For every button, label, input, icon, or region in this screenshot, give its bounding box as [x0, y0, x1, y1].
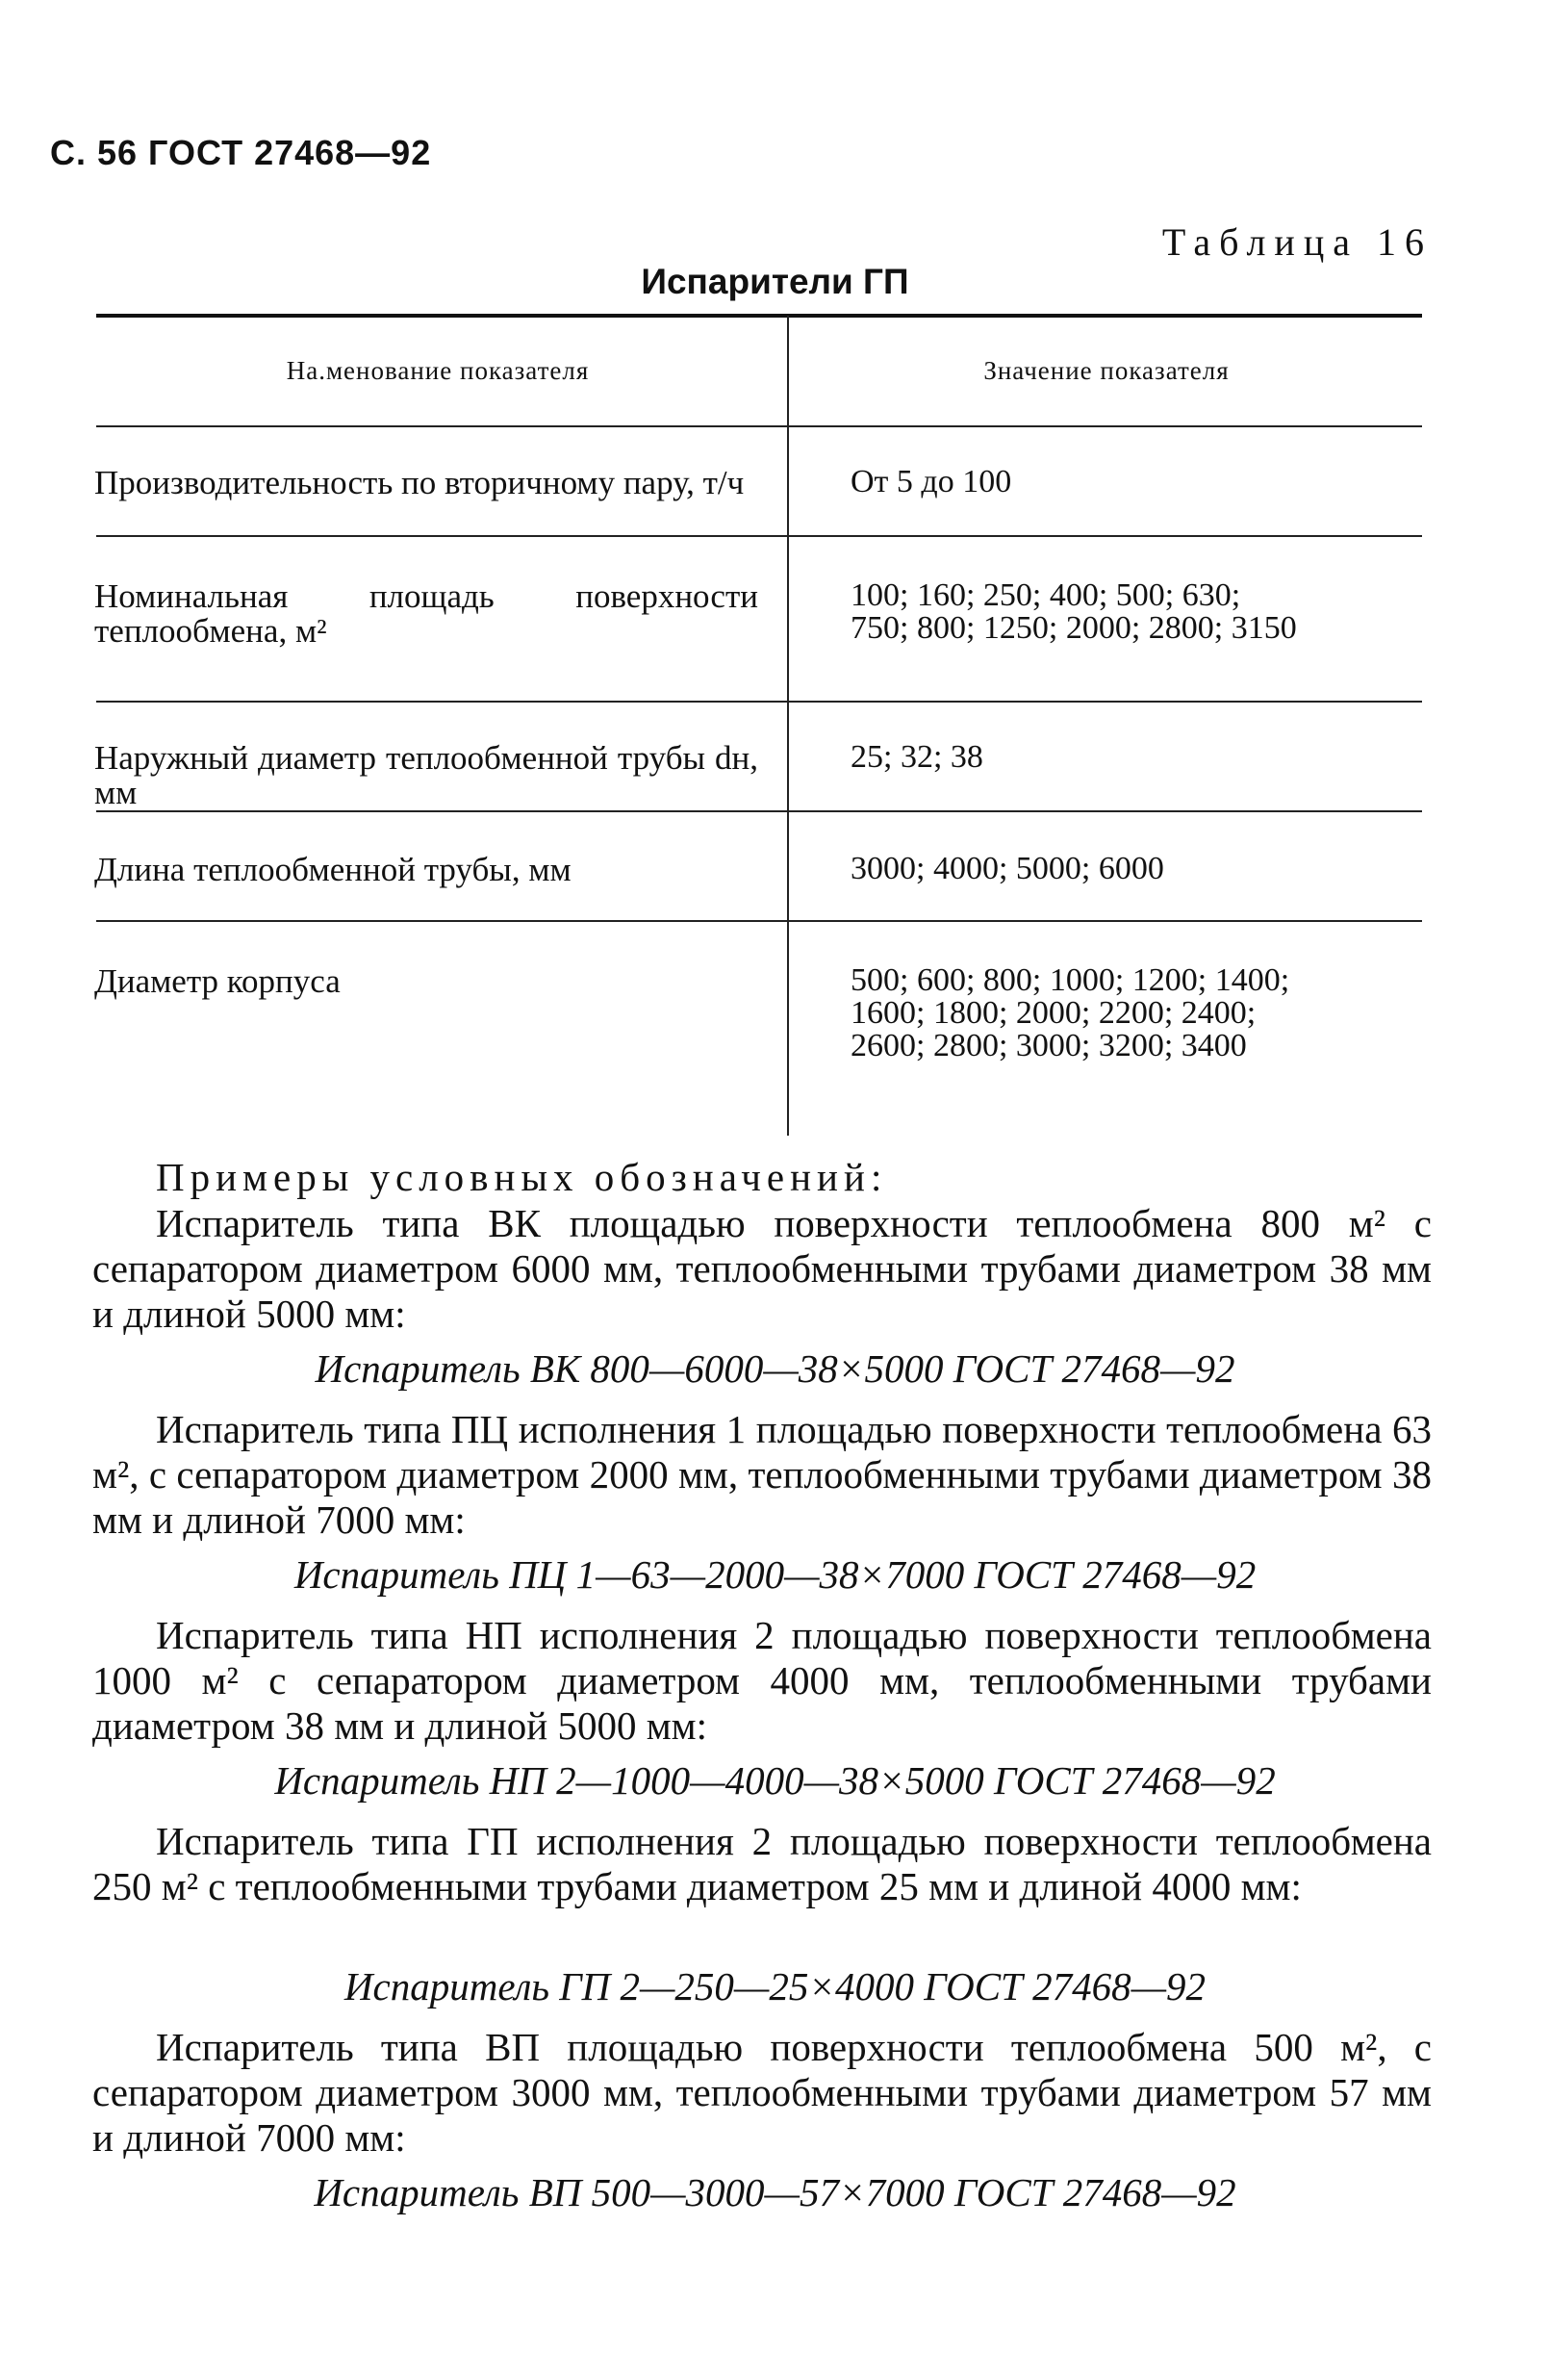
row-value: 500; 600; 800; 1000; 1200; 1400; 1600; 1800; 2000; 2200; 2400; 2600; 2800; 3000; 3200; 3400	[851, 962, 1290, 1063]
example-paragraph: Испаритель типа НП исполнения 2 площадью поверхности теплообмена 1000 м² с сепаратором диаметром 4000 мм, теплообменными трубами диаметром 38 мм и длиной 5000 мм:	[92, 1613, 1432, 1748]
example-text	[92, 1407, 1432, 1543]
column-header-name: На.менование показателя	[286, 356, 590, 385]
row-name: Номинальная площадь поверхности теплообмена, м²	[94, 577, 758, 650]
example-text	[92, 1613, 1432, 1749]
table-header-rule	[96, 425, 1422, 427]
page-header: С. 56 ГОСТ 27468—92	[50, 133, 432, 172]
example-paragraph: Испаритель типа ГП исполнения 2 площадью поверхности теплообмена 250 м² с теплообменными трубами диаметром 25 мм и длиной 4000 мм:	[92, 1819, 1432, 1908]
example-text	[92, 2025, 1432, 2161]
examples-heading-block	[92, 1155, 1432, 1200]
example-designation: Испаритель ВП 500—3000—57×7000 ГОСТ 27468—92	[314, 2170, 1236, 2214]
example-designation: Испаритель ПЦ 1—63—2000—38×7000 ГОСТ 27468—92	[293, 1552, 1257, 1597]
examples-heading: Примеры условных обозначений:	[156, 1155, 888, 1199]
example-paragraph: Испаритель типа ВК площадью поверхности теплообмена 800 м² с сепаратором диаметром 6000 мм, теплообменными трубами диаметром 38 мм и длиной 5000 мм:	[92, 1201, 1432, 1336]
column-divider	[787, 316, 789, 1136]
row-name: Наружный диаметр теплообменной трубы dн, мм	[94, 739, 758, 811]
table-title: Испарители ГП	[641, 262, 909, 301]
row-name: Диаметр корпуса	[94, 962, 341, 1000]
example-paragraph: Испаритель типа ВП площадью поверхности теплообмена 500 м², с сепаратором диаметром 3000 мм, теплообменными трубами диаметром 57 мм и длиной 7000 мм:	[92, 2025, 1432, 2160]
row-name: Длина теплообменной трубы, мм	[94, 851, 572, 888]
row-name: Производительность по вторичному пару, т/ч	[94, 464, 745, 501]
table-number: Таблица 16	[1161, 220, 1433, 264]
example-designation: Испаритель НП 2—1000—4000—38×5000 ГОСТ 27468—92	[274, 1758, 1276, 1803]
row-divider	[96, 701, 1422, 703]
row-value: 100; 160; 250; 400; 500; 630; 750; 800; 1250; 2000; 2800; 3150	[851, 577, 1297, 646]
example-text	[92, 1201, 1432, 1337]
table-top-rule	[96, 314, 1422, 318]
example-designation: Испаритель ГП 2—250—25×4000 ГОСТ 27468—92	[343, 1964, 1207, 2009]
column-header-value: Значение показателя	[983, 356, 1230, 385]
row-value: 25; 32; 38	[851, 739, 983, 775]
example-designation: Испаритель ВК 800—6000—38×5000 ГОСТ 27468—92	[315, 1346, 1235, 1391]
row-value: 3000; 4000; 5000; 6000	[851, 851, 1164, 886]
row-value: От 5 до 100	[851, 464, 1012, 499]
example-paragraph: Испаритель типа ПЦ исполнения 1 площадью поверхности теплообмена 63 м², с сепаратором диаметром 2000 мм, теплообменными трубами диаметром 38 мм и длиной 7000 мм:	[92, 1407, 1432, 1542]
row-divider	[96, 810, 1422, 812]
example-text	[92, 1819, 1432, 1909]
row-divider	[96, 920, 1422, 922]
row-divider	[96, 535, 1422, 537]
